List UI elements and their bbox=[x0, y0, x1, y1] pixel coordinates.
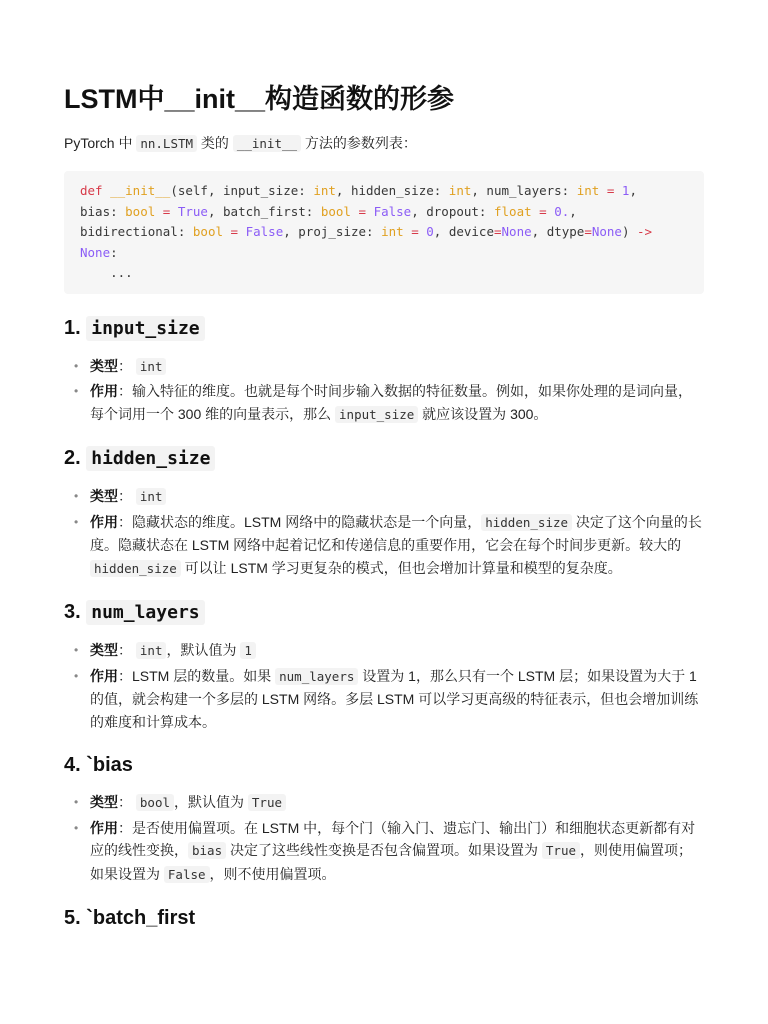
use-text: ：是否使用偏置项。在 LSTM 中，每个门（输入门、遗忘门、输出门）和细胞状态更新都有对应的线性变换， bbox=[90, 819, 696, 858]
section-number: 1. bbox=[64, 316, 81, 339]
type-value: bool bbox=[136, 794, 174, 811]
type-default: True bbox=[248, 794, 286, 811]
use-text: 设置为 1，那么只有一个 LSTM 层；如果设置为大于 1 的值，就会构建一个多层的 LSTM 网络。多层 LSTM 可以学习更高级的特征表示，但也会增加训练的难度和计算成本。 bbox=[90, 667, 699, 730]
use-label: 作用 bbox=[90, 383, 118, 399]
section-number: 2. bbox=[64, 447, 81, 469]
code-line-2: bias: bool = True, batch_first: bool = False, dropout: float = 0., bbox=[80, 203, 577, 219]
section-list bbox=[64, 355, 704, 427]
bullet-icon: • bbox=[74, 820, 79, 835]
list-item-type: • 类型： int bbox=[64, 485, 704, 509]
type-default: 1 bbox=[240, 642, 256, 659]
list-item-use bbox=[64, 665, 704, 734]
section-list bbox=[64, 791, 704, 886]
section-heading-num-layers bbox=[64, 598, 704, 627]
code-block bbox=[64, 171, 704, 294]
intro-paragraph bbox=[64, 132, 704, 155]
use-text: ：LSTM 层的数量。如果 bbox=[118, 667, 276, 684]
section-heading-hidden-size bbox=[64, 444, 704, 473]
type-label: 类型 bbox=[90, 794, 118, 810]
bullet-icon: • bbox=[74, 795, 79, 809]
section-heading-bias: 4. `bias bbox=[64, 754, 133, 776]
code-line-1: def __init__(self, input_size: int, hidden_size: int, num_layers: int = 1, bbox=[80, 183, 637, 198]
use-code: bias bbox=[188, 842, 226, 859]
section-code: num_layers bbox=[86, 600, 204, 625]
code-line-5: ... bbox=[80, 265, 133, 280]
use-code: False bbox=[164, 866, 210, 883]
use-label: 作用 bbox=[90, 667, 118, 684]
intro-suffix: 方法的参数列表： bbox=[301, 135, 417, 151]
use-text: ：输入特征的维度。也就是每个时间步输入数据的特征数量。例如，如果你处理的是词向量，每个词用一个 300 维的向量表示，那么 bbox=[90, 383, 692, 422]
section-code: hidden_size bbox=[86, 446, 215, 471]
type-value: int bbox=[136, 358, 167, 375]
list-item-use bbox=[64, 380, 704, 426]
type-label: 类型 bbox=[90, 642, 118, 658]
list-item-type: • 类型： int bbox=[64, 355, 704, 379]
bullet-icon: • bbox=[74, 384, 79, 398]
use-code: input_size bbox=[335, 406, 418, 423]
list-item-use bbox=[64, 511, 704, 581]
use-text: 决定了这个向量的长度。隐藏状态在 LSTM 网络中起着记忆和传递信息的重要作用，它会在每个时间步更新。较大的 bbox=[90, 513, 702, 553]
intro-code-nn-lstm: nn.LSTM bbox=[136, 135, 197, 152]
use-label: 作用 bbox=[90, 819, 118, 836]
use-code: True bbox=[542, 842, 580, 859]
page-title: LSTM中__init__构造函数的形参 bbox=[64, 84, 455, 114]
use-text: ，则不使用偏置项。 bbox=[209, 865, 336, 882]
use-code: num_layers bbox=[275, 668, 358, 685]
type-value: int bbox=[136, 642, 167, 659]
section-list bbox=[64, 639, 704, 733]
bullet-icon: • bbox=[74, 643, 79, 657]
list-item-type: • 类型： bool ，默认值为 True bbox=[64, 791, 704, 815]
use-text: ：隐藏状态的维度。LSTM 网络中的隐藏状态是一个向量， bbox=[118, 513, 482, 530]
intro-code-init: __init__ bbox=[233, 135, 301, 152]
type-label: 类型 bbox=[90, 488, 118, 504]
type-value: int bbox=[136, 488, 167, 505]
use-label: 作用 bbox=[90, 513, 118, 530]
bullet-icon: • bbox=[74, 489, 79, 503]
section-number: 3. bbox=[64, 601, 81, 623]
code-line-3: bidirectional: bool = False, proj_size: int = 0, device=None, dtype=None) -> bbox=[80, 224, 653, 239]
type-suffix: ，默认值为 bbox=[174, 794, 248, 810]
bullet-icon: • bbox=[74, 358, 79, 373]
use-code: hidden_size bbox=[90, 560, 181, 577]
section-code: input_size bbox=[86, 316, 204, 341]
section-heading-batch-first: 5. `batch_first bbox=[64, 907, 196, 929]
use-text: 就应该设置为 300。 bbox=[418, 405, 548, 422]
use-text: ，则使用偏置项；如果设置为 bbox=[90, 842, 692, 882]
use-code: hidden_size bbox=[481, 514, 572, 531]
list-item-type: • 类型： int ，默认值为 1 bbox=[64, 639, 704, 663]
section-heading-input-size bbox=[64, 314, 704, 343]
type-label: 类型 bbox=[90, 357, 118, 374]
list-item-use bbox=[64, 817, 704, 887]
section-list bbox=[64, 485, 704, 580]
bullet-icon: • bbox=[74, 514, 79, 529]
type-suffix: ，默认值为 bbox=[166, 642, 241, 658]
use-text: 决定了这些线性变换是否包含偏置项。如果设置为 bbox=[226, 842, 542, 858]
intro-prefix: PyTorch 中 bbox=[64, 135, 137, 151]
code-line-4: None: bbox=[80, 244, 118, 260]
intro-mid: 类的 bbox=[197, 135, 233, 151]
bullet-icon: • bbox=[74, 668, 79, 683]
use-text: 可以让 LSTM 学习更复杂的模式，但也会增加计算量和模型的复杂度。 bbox=[180, 559, 622, 576]
